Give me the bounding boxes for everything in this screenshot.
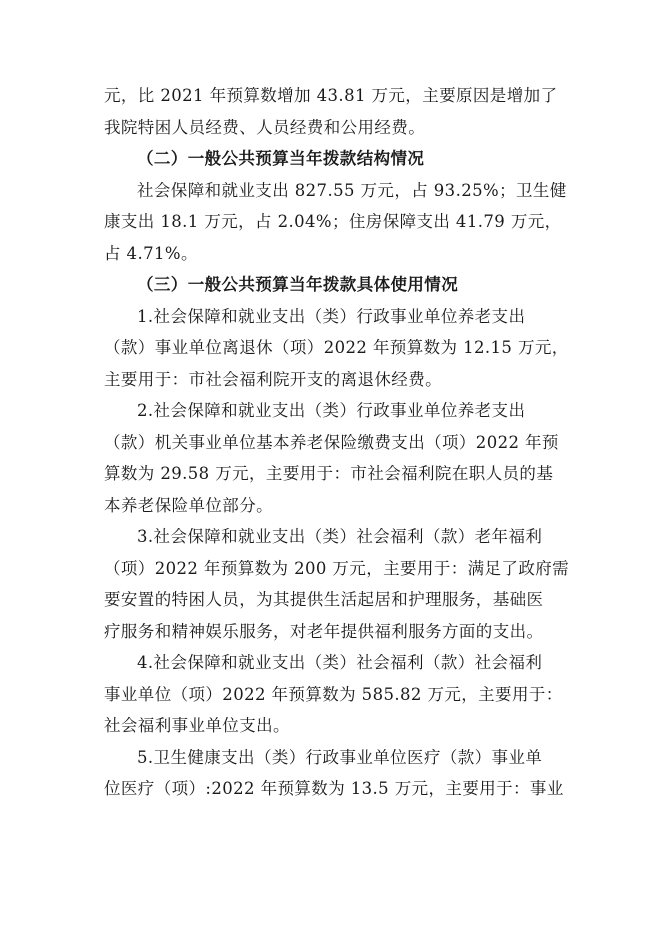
text-line: 5.卫生健康支出（类）行政事业单位医疗（款）事业单 [137,747,543,767]
text-line: 社会福利事业单位支出。 [104,716,290,735]
item-paragraph-2 [104,395,564,521]
text-line: 元，比 2021 年预算数增加 43.81 万元，主要原因是增加了 [104,86,558,105]
intro-paragraph [104,80,564,143]
text-line: 3.社会保障和就业支出（类）社会福利（款）老年福利 [137,527,543,546]
text-line: 事业单位（项）2022 年预算数为 585.82 万元，主要用于： [104,684,563,704]
text-line: 要安置的特困人员，为其提供生活起居和护理服务，基础医 [104,590,544,609]
document-page [104,80,570,805]
text-line: 占 4.71%。 [104,243,198,263]
section-heading-3: （三）一般公共预算当年拨款具体使用情况 [137,275,459,294]
section2-paragraph [104,175,567,270]
text-line: 疗服务和精神娱乐服务，对老年提供福利服务方面的支出。 [104,621,544,641]
text-line: 算数为 29.58 万元，主要用于：市社会福利院在职人员的基 [104,464,554,483]
text-line: 社会保障和就业支出 827.55 万元，占 93.25%；卫生健 [137,180,567,200]
item-paragraph-5 [104,742,564,805]
text-line: 1.社会保障和就业支出（类）行政事业单位养老支出 [137,306,526,326]
text-line: （款）机关事业单位基本养老保险缴费支出（项）2022 年预 [104,432,559,452]
text-line: 我院特困人员经费、人员经费和公用经费。 [104,117,426,137]
text-line: 康支出 18.1 万元，占 2.04%；住房保障支出 41.79 万元， [104,212,562,231]
text-line: 位医疗（项）:2022 年预算数为 13.5 万元，主要用于：事业 [104,779,564,798]
item-paragraph-3 [104,521,570,647]
item-paragraph-4 [104,647,564,742]
section-heading-2: （二）一般公共预算当年拨款结构情况 [137,149,425,168]
text-line: 2.社会保障和就业支出（类）行政事业单位养老支出 [137,401,526,420]
text-line: 本养老保险单位部分。 [104,495,273,515]
text-line: 4.社会保障和就业支出（类）社会福利（款）社会福利 [137,653,543,672]
item-paragraph-1 [104,301,569,396]
text-line: （项）2022 年预算数为 200 万元，主要用于：满足了政府需 [104,558,570,578]
text-line: 主要用于：市社会福利院开支的离退休经费。 [104,369,442,389]
text-line: （款）事业单位离退休（项）2022 年预算数为 12.15 万元， [104,338,569,357]
